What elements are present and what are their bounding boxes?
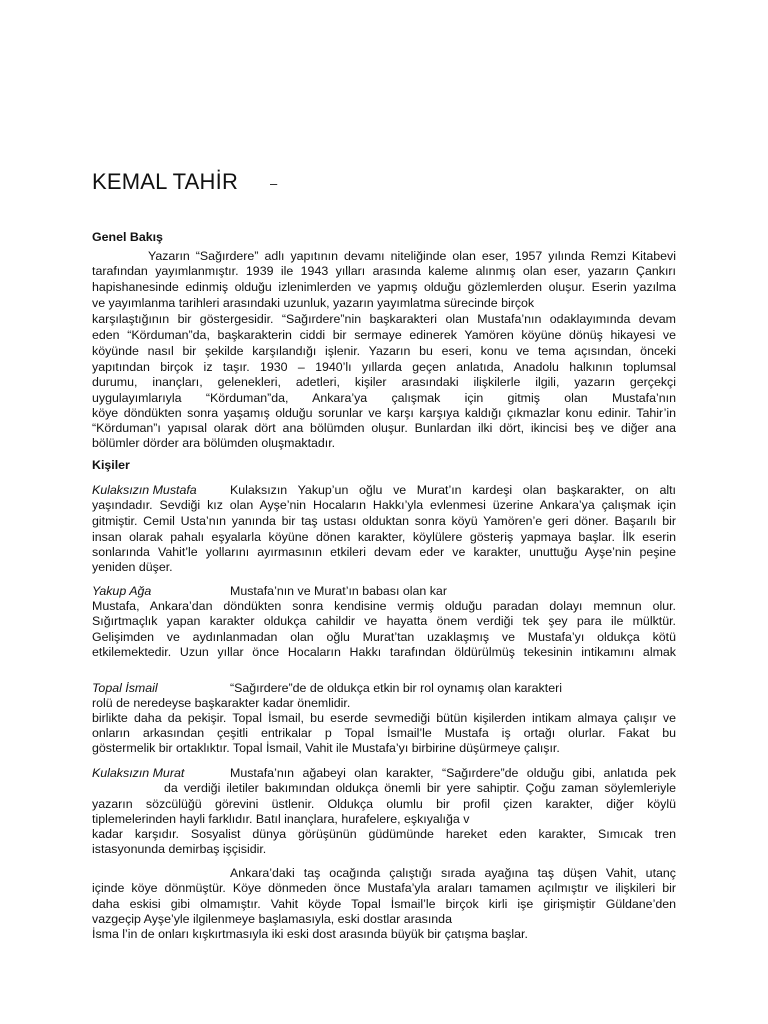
overview-line: ve yayımlanma tarihleri arasındaki uzunluk, yazarın yayımlatma sürecinde birçok <box>92 296 535 310</box>
character-name: Kulaksızın Murat <box>92 766 185 780</box>
character-line: Sığırtmaçlık yapan karakter oldukça cahildir ve hayatta önem verdiği tek şey para ile mülktür. <box>92 614 676 628</box>
character-line: Mustafa’nın ağabeyi olan karakter, “Sağırdere”de olduğu gibi, anlatıda pek <box>230 766 676 780</box>
overview-line: “Körduman”ı yapısal olarak dört ana bölümden oluşur. Bunlardan ilki dört, ikincisi beş ve diğer ana <box>92 421 676 435</box>
character-line: da verdiği iletiler bakımından oldukça önemli bir yere sahiptir. Çoğu zaman söylemleriyle <box>164 781 676 795</box>
overview-line: tarafından yayımlanmıştır. 1939 ile 1943 yılları arasında kaleme alınmış olan eser, yazarın Çankırı <box>92 264 676 278</box>
character-line: yaşındadır. Sevdiği kız olan Ayşe’nin Hocaların Hakkı’yla evlenmesi üzerine Ankara’ya çalışmak için <box>92 498 676 512</box>
character-line: “Sağırdere”de de oldukça etkin bir rol oynamış olan karakteri <box>230 681 562 695</box>
character-line: gitmiştir. Cemil Usta’nın yanında bir taş ustası olduktan sonra köyü Yamören’e geri döner. Başarılı bir <box>92 514 676 528</box>
overview-line: Yazarın “Sağırdere” adlı yapıtının devamı niteliğinde olan eser, 1957 yılında Remzi Kitabevi <box>148 249 676 263</box>
character-line: vazgeçip Ayşe’yle ilgilenmeye başlamasıyla, eski dostlar arasında <box>92 912 452 926</box>
character-line: rolü de neredeyse başkarakter kadar önemlidir. <box>92 696 351 710</box>
character-line: yeniden düşer. <box>92 560 173 574</box>
character-line: birlikte daha da pekişir. Topal İsmail, bu eserde sevmediği bütün kişilerden intikam almaya çalışır ve <box>92 711 676 725</box>
overview-line: köye döndükten sonra yaşamış olduğu sorunlar ve karşı karşıya kaldığı çıkmazlar konu edinir. Tahir’in <box>92 406 676 420</box>
character-line: etkilemektedir. Uzun yıllar önce Hocaların Hakkı tarafından öldürülmüş tekesinin intikamını almak <box>92 645 676 659</box>
character-line: göstermelik bir ortaklıktır. Topal İsmail, Vahit ile Mustafa’yı birbirine düşürmeye çalışır. <box>92 741 560 755</box>
character-line: İsma l’in de onları kışkırtmasıyla iki eski dost arasında büyük bir çatışma başlar. <box>92 927 528 941</box>
overview-line: köyünde nasıl bir şekilde karşılandığı işlenir. Yazarın bu eseri, konu ve tema açısından, önceki <box>92 344 676 358</box>
character-line: Mustafa’nın ve Murat’ın babası olan kar <box>230 584 447 598</box>
character-line: kadar karşıdır. Sosyalist dünya görüşünün güdümünde hareket eden karakter, Sımıcak tren <box>92 827 676 841</box>
overview-line: hapishanesinde edinmiş olduğu izlenimlerden ve yapmış olduğu gözlemlerden oluşur. Eserin yazılma <box>92 280 676 294</box>
overview-line: uygulayımlarıyla “Körduman”da, Ankara’ya çalışmak için gitmiş olan Mustafa’nın <box>92 391 676 405</box>
character-line: Mustafa, Ankara’dan döndükten sonra kendisine vermiş olduğu paradan dolayı memnun olur. <box>92 599 676 613</box>
overview-line: durumu, inançları, gelenekleri, adetleri, kişiler arasındaki ilişkilerle ilgili, yazarın gerçekçi <box>92 375 676 389</box>
character-line: Ankara’daki taş ocağında çalıştığı sırada ayağına taş düşen Vahit, utanç <box>230 866 676 880</box>
character-name: Kulaksızın Mustafa <box>92 483 197 497</box>
character-line: onların arkasından çeşitli entrikalar p Topal İsmail’le Mustafa iş ortağı olurlar. Fakat bu <box>92 726 676 740</box>
overview-line: eden “Körduman”da, başkarakterin ciddi bir sermaye edinerek Yamören köyüne dönüş hikayesi ve <box>92 328 676 342</box>
overview-line: yapıtından birçok iz taşır. 1930 – 1940’lı yıllarda geçen anlatıda, Anadolu halkının toplumsal <box>92 360 676 374</box>
title-dash: – <box>270 176 278 191</box>
character-name: Yakup Ağa <box>92 584 152 598</box>
overview-line: karşılaştığının bir göstergesidir. “Sağırdere”nin başkarakteri olan Mustafa’nın odaklayımında devam <box>92 312 676 326</box>
character-line: daha eskisi gibi olmamıştır. Vahit köyde Topal İsmail’le birçok kirli işe girişmiştir Güldane’den <box>92 897 676 911</box>
character-line: Kulaksızın Yakup’un oğlu ve Murat’ın kardeşi olan başkarakter, on altı <box>230 483 676 497</box>
overview-line: bölümler dörder ara bölümden oluşmaktadır. <box>92 436 336 450</box>
character-line: yazarın sözcülüğü görevini üstlenir. Oldukça olumlu bir profil çizen karakter, diğer köylü <box>92 797 676 811</box>
page-title: KEMAL TAHİR <box>92 169 239 194</box>
character-name: Topal İsmail <box>92 681 158 695</box>
character-line: sonlarında Vahit’le yollarını ayırmasının etkileri devam eder ve karakter, unuttuğu Ayşe’nin peşine <box>92 545 676 559</box>
character-line: tiplemelerinden hayli farklıdır. Batıl inançlara, hurafelere, eşkıyalığa v <box>92 812 470 826</box>
character-line: istasyonunda demirbaş işçisidir. <box>92 842 267 856</box>
section-heading-overview: Genel Bakış <box>92 230 163 244</box>
character-line: insan olarak pahalı eşyalarla köyüne dönen karakter, köylülere gösteriş yapmaya başlar. İlk eserin <box>92 530 676 544</box>
section-heading-characters: Kişiler <box>92 458 130 472</box>
character-line: içinde köye dönmüştür. Köye dönmeden önce Mustafa’yla araları tamamen açılmıştır ve ilişkileri bir <box>92 881 676 895</box>
character-line: Gelişimden ve aydınlanmadan olan oğlu Murat’tan uzaklaşmış ve Mustafa’yı oldukça kötü <box>92 630 676 644</box>
